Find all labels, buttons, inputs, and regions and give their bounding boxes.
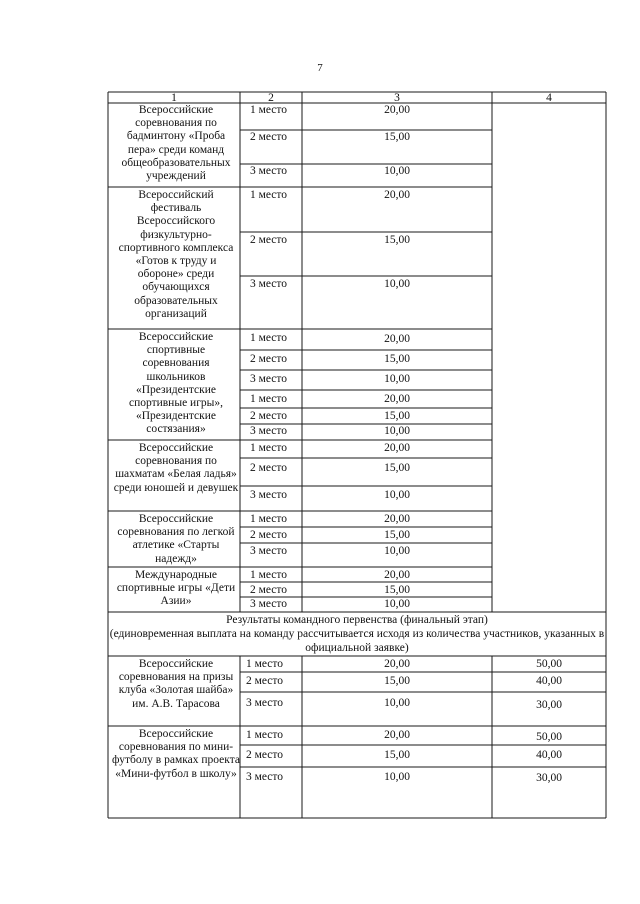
place-label: 1 место	[250, 569, 288, 581]
amount-cell: 10,00	[384, 771, 410, 783]
competition-athletics: Всероссийские соревнования по легкой атлетике «Старты надежд»	[117, 513, 235, 565]
page-number: 7	[317, 62, 323, 74]
team-section-title: Результаты командного первенства (финальный этап)	[226, 614, 488, 626]
amount-cell: 10,00	[384, 278, 410, 290]
amount-cell: 20,00	[384, 333, 410, 345]
place-label: 2 место	[250, 462, 288, 474]
place-label: 2 место	[250, 234, 288, 246]
header-col-3: 3	[394, 92, 400, 104]
team-amount-cell: 50,00	[536, 731, 562, 743]
place-label: 3 место	[250, 278, 288, 290]
team-amount-cell: 50,00	[536, 658, 562, 670]
amount-cell: 15,00	[384, 353, 410, 365]
team-amount-cell: 40,00	[536, 749, 562, 761]
place-label: 1 место	[250, 104, 288, 116]
amount-cell: 15,00	[384, 584, 410, 596]
competition-asia: Международные спортивные игры «Дети Азии»	[116, 569, 236, 608]
place-label: 1 место	[250, 442, 288, 454]
amount-cell: 15,00	[384, 234, 410, 246]
amount-cell: 20,00	[384, 189, 410, 201]
place-label: 1 место	[246, 658, 284, 670]
amount-cell: 20,00	[384, 729, 410, 741]
amount-cell: 20,00	[384, 658, 410, 670]
amount-cell: 10,00	[384, 697, 410, 709]
place-label: 2 место	[250, 410, 288, 422]
place-label: 2 место	[250, 131, 288, 143]
place-label: 3 место	[250, 425, 288, 437]
amount-cell: 15,00	[384, 529, 410, 541]
place-label: 2 место	[250, 584, 288, 596]
team-amount-cell: 30,00	[536, 699, 562, 711]
amount-cell: 10,00	[384, 489, 410, 501]
amount-cell: 10,00	[384, 545, 410, 557]
competition-football: Всероссийские соревнования по мини-футболу в рамках проекта «Мини-футбол в школу»	[112, 728, 240, 780]
header-col-2: 2	[268, 92, 274, 104]
competition-presidential: Всероссийские спортивные соревнования школьников «Президентские спортивные игры», «Президентские состязания»	[128, 331, 224, 436]
competition-badminton: Всероссийские соревнования по бадминтону «Проба пера» среди команд общеобразовательных учреждений	[121, 104, 231, 183]
place-label: 3 место	[250, 489, 288, 501]
amount-cell: 20,00	[384, 442, 410, 454]
place-label: 1 место	[246, 729, 284, 741]
amount-cell: 20,00	[384, 104, 410, 116]
place-label: 2 место	[246, 675, 284, 687]
place-label: 1 место	[250, 332, 288, 344]
amount-cell: 15,00	[384, 675, 410, 687]
competition-chess: Всероссийские соревнования по шахматам «Белая ладья» среди юношей и девушек	[113, 442, 239, 494]
team-amount-cell: 30,00	[536, 772, 562, 784]
amount-cell: 15,00	[384, 410, 410, 422]
place-label: 3 место	[250, 373, 288, 385]
competition-gto: Всероссийский фестиваль Всероссийского физкультурно-спортивного комплекса «Готов к труду и обороне» среди обучающихся образовательных организаций	[118, 189, 234, 320]
amount-cell: 20,00	[384, 569, 410, 581]
place-label: 1 место	[250, 393, 288, 405]
competition-hockey: Всероссийские соревнования на призы клуба «Золотая шайба» им. А.В. Тарасова	[118, 658, 234, 710]
amount-cell: 10,00	[384, 425, 410, 437]
place-label: 2 место	[246, 749, 284, 761]
team-amount-cell: 40,00	[536, 675, 562, 687]
amount-cell: 15,00	[384, 749, 410, 761]
amount-cell: 20,00	[384, 393, 410, 405]
team-section-note: (единовременная выплата на команду рассчитывается исходя из количества участников, указанных в официальной заявке)	[109, 628, 605, 654]
place-label: 1 место	[250, 513, 288, 525]
amount-cell: 20,00	[384, 513, 410, 525]
place-label: 3 место	[246, 697, 284, 709]
amount-cell: 10,00	[384, 165, 410, 177]
place-label: 2 место	[250, 529, 288, 541]
place-label: 3 место	[250, 598, 288, 610]
place-label: 2 место	[250, 353, 288, 365]
amount-cell: 15,00	[384, 131, 410, 143]
amount-cell: 15,00	[384, 462, 410, 474]
amount-cell: 10,00	[384, 598, 410, 610]
place-label: 3 место	[250, 165, 288, 177]
place-label: 3 место	[246, 771, 284, 783]
place-label: 3 место	[250, 545, 288, 557]
amount-cell: 10,00	[384, 373, 410, 385]
header-col-4: 4	[546, 92, 552, 104]
place-label: 1 место	[250, 189, 288, 201]
header-col-1: 1	[171, 92, 177, 104]
